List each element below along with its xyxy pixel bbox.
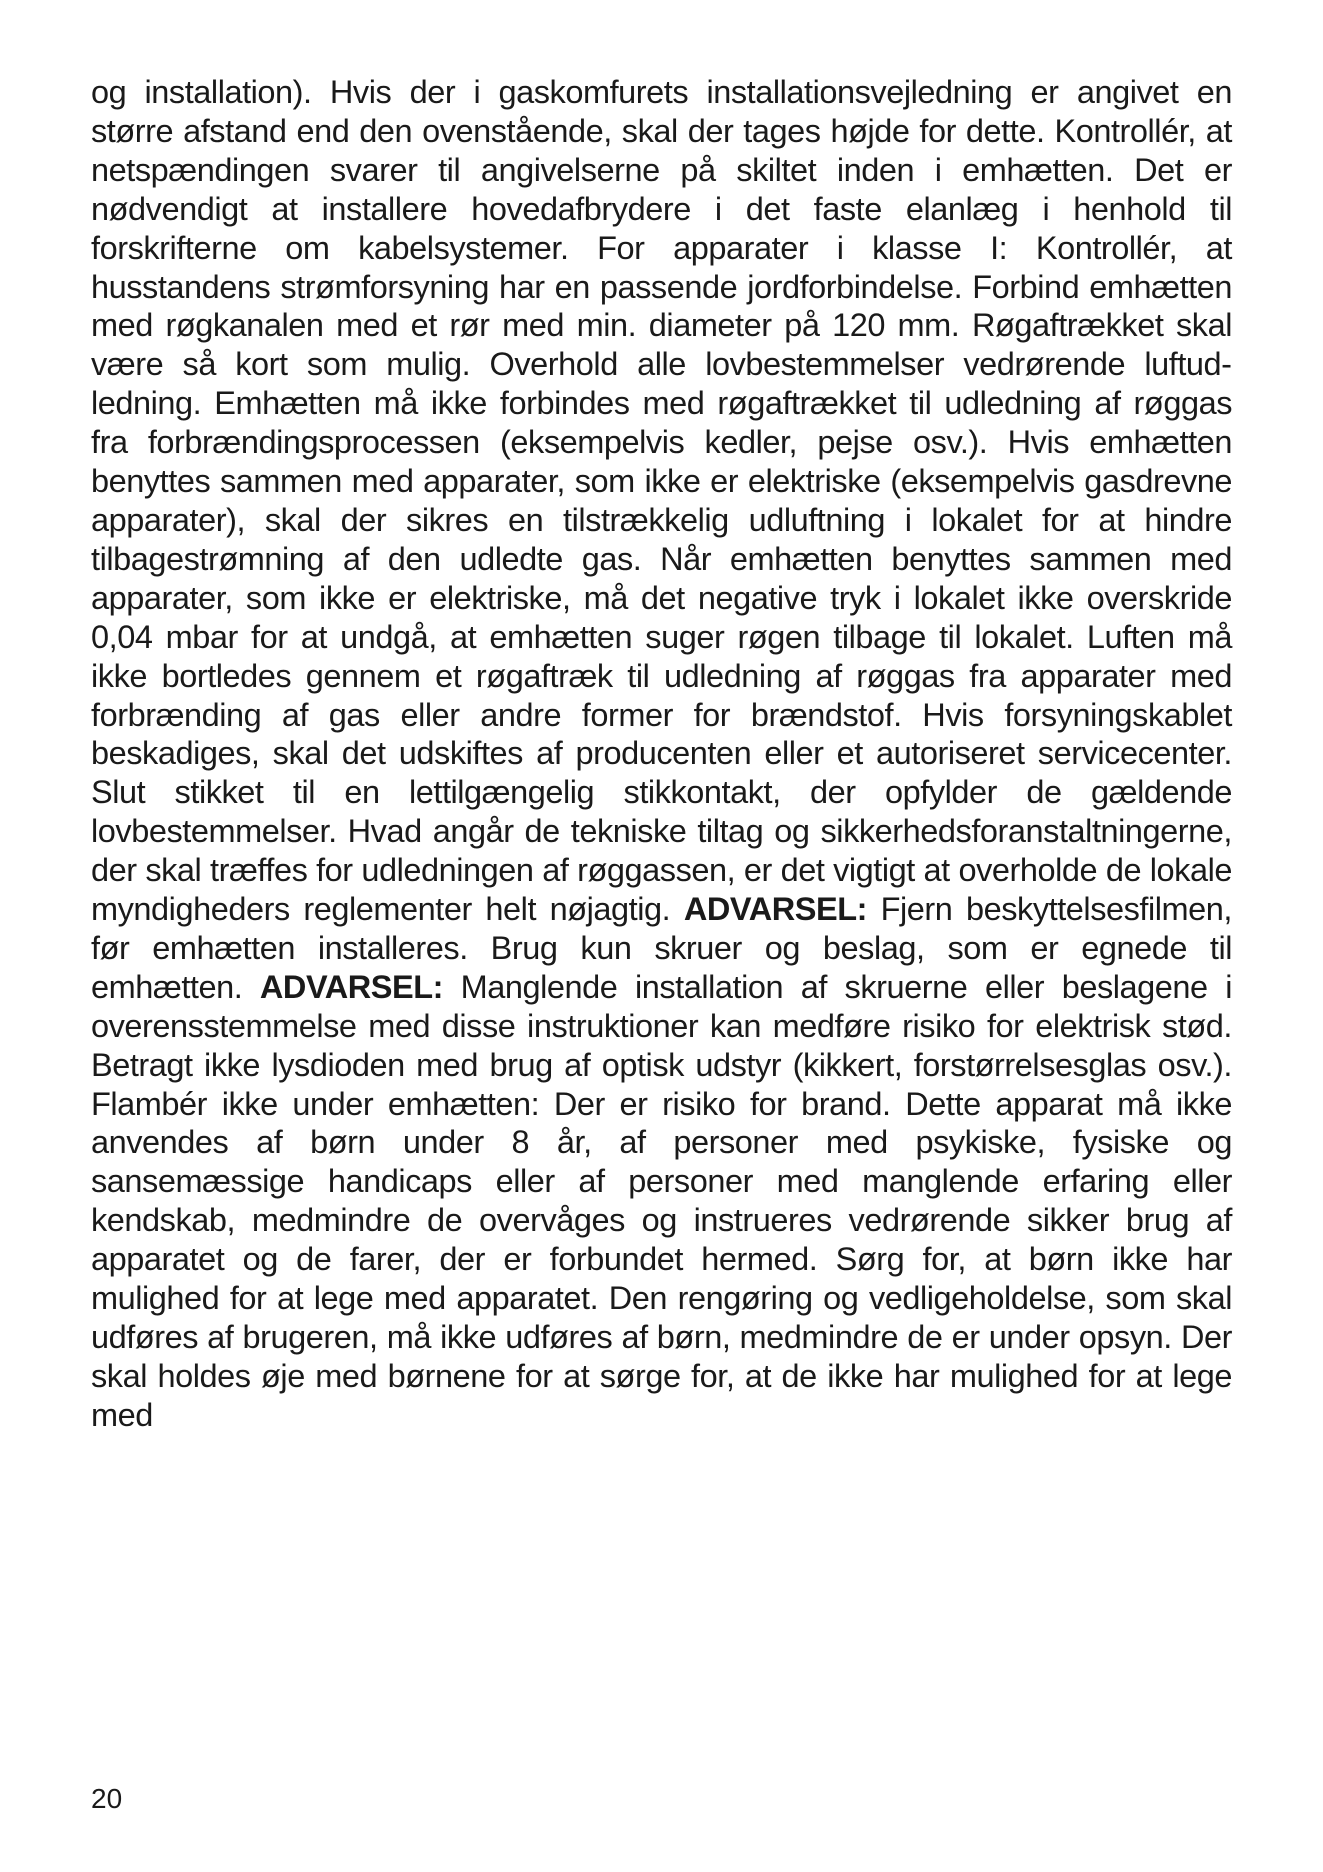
body-paragraph [91, 73, 1232, 1435]
body-text: Fjern beskyttelsesfilmen, før emhætten installeres. Brug kun skruer og beslag, som er egnede til emhætten. [91, 891, 1232, 1005]
warning-label: ADVARSEL: [683, 891, 867, 928]
body-text: og installation). Hvis der i gaskomfurets installationsvejledning er angivet en større afstand end den ovenstående, skal der tages højde for dette. Kontrollér, at netspændingen svarer til angivelserne på skiltet inden i emhætten. Det er nødvendigt at installere hovedafbrydere i det faste elanlæg i henhold til forskrifterne om kabelsystemer. For apparater i klasse I: Kontrollér, at husstandens strømforsyning har en passende jordforbindelse. Forbind emhætten med røgkanalen med et rør med min. diameter på 120 mm. Røgaftrækket skal være så kort som mulig. Overhold alle lovbestemmelser vedrørende luftudledning. Emhætten må ikke forbindes med røgaftrækket til udledning af røggas fra forbrændingsprocessen (eksempelvis kedler, pejse osv.). Hvis emhætten benyttes sammen med apparater, som ikke er elektriske (eksempelvis gasdrevne apparater), skal der sikres en tilstrækkelig udluftning i lokalet for at hindre tilbagestrømning af den udledte gas. Når emhætten benyttes sammen med apparater, som ikke er elektriske, må det negative tryk i lokalet ikke overskride 0,04 mbar for at undgå, at emhætten suger røgen tilbage til lokalet. Luften må ikke bortledes gennem et røgaftræk til udledning af røggas fra apparater med forbrænding af gas eller andre former for brændstof. Hvis forsyningskablet beskadiges, skal det udskiftes af producenten eller et autoriseret servicecenter. Slut stikket til en lettilgængelig stikkontakt, der opfylder de gældende lovbestemmelser. Hvad angår de tekniske tiltag og sikkerhedsforanstaltningerne, der skal træffes for udledningen af røggassen, er det vigtigt at overholde de lokale myndigheders reglementer helt nøjagtig. [91, 74, 1232, 928]
warning-label: ADVARSEL: [259, 968, 444, 1005]
body-text: Manglende installation af skruerne eller beslagene i overensstemmelse med disse instruktioner kan medføre risiko for elektrisk stød. Betragt ikke lysdioden med brug af optisk udstyr (kikkert, forstørrelsesglas osv.). Flambér ikke under emhætten: Der er risiko for brand. Dette apparat må ikke anvendes af børn under 8 år, af personer med psykiske, fysiske og sansemæssige handicaps eller af personer med manglende erfaring eller kendskab, medmindre de overvåges og instrueres vedrørende sikker brug af apparatet og de farer, der er forbundet hermed. Sørg for, at børn ikke har mulighed for at lege med apparatet. Den rengøring og vedligeholdelse, som skal udføres af brugeren, må ikke udføres af børn, medmindre de er under opsyn. Der skal holdes øje med børnene for at sørge for, at de ikke har mulighed for at lege med [91, 968, 1233, 1433]
page-number: 20 [91, 1783, 123, 1814]
